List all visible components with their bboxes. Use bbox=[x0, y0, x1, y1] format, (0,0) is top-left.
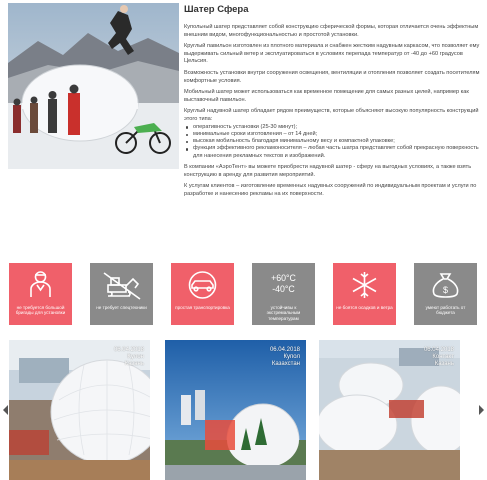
paragraph: Круглый павильон изготовлен из плотного материала и снабжен жестким надувным каркасом, что позволяет ему выдерживать сильный ветер и эксплуатироваться в условиях перепада температур от -40 до +60 градусов Цельсия. bbox=[184, 43, 480, 65]
gallery-carousel bbox=[0, 340, 487, 480]
slide-caption: 06.04.2018 Контакт Казань bbox=[423, 347, 454, 367]
feature-tile bbox=[9, 263, 72, 325]
feature-label: не требует спецтехники bbox=[96, 305, 147, 310]
money-bag-icon bbox=[414, 269, 477, 301]
gallery-slide[interactable] bbox=[319, 340, 460, 480]
svg-text:$: $ bbox=[442, 285, 449, 295]
feature-label: не боятся осадков и ветра bbox=[336, 305, 393, 310]
paragraph: В компании «АэроТент» вы можете приобрести надувной шатер - сферу на выгодных условиях, а также взять конструкцию в аренду для развития мероприятий. bbox=[184, 164, 472, 178]
features-row bbox=[9, 263, 479, 325]
excavator-crossed-icon bbox=[90, 269, 153, 301]
snowflake-icon bbox=[333, 269, 396, 301]
list-item: оперативность установки (25-30 минут); bbox=[184, 124, 480, 131]
feature-label: не требуется большой бригады для установки bbox=[15, 305, 66, 316]
gallery-slide[interactable] bbox=[9, 340, 150, 480]
feature-tile bbox=[252, 263, 315, 325]
paragraph: Круглый надувной шатер обладает рядом преимуществ, которые объясняют высокую популярность конструкций этого типа: bbox=[184, 108, 479, 122]
list-item: минимальные сроки изготовления – от 14 дней; bbox=[184, 131, 480, 138]
paragraph: Мобильный шатер может использоваться как временное помещение для самых разных целей, например как выставочный павильон. bbox=[184, 89, 469, 103]
car-icon bbox=[171, 269, 234, 301]
paragraph: Возможность установки внутри сооружения освещения, вентиляции и отопления позволяет создать посетителям комфортные условия. bbox=[184, 69, 480, 84]
hero-photo bbox=[8, 3, 179, 169]
feature-label: умеют работать от бюджета bbox=[425, 305, 466, 316]
paragraph: Купольный шатер представляет собой конструкцию сферической формы, которая отличается очень эффектным внешним видом, многофункциональностью и простотой установки. bbox=[184, 24, 479, 38]
worker-icon bbox=[9, 269, 72, 301]
feature-tile bbox=[90, 263, 153, 325]
slide-caption: 06.04.2018 Кулон Казань bbox=[113, 347, 144, 367]
list-item: функция эффективного рекламоносителя – любая часть шатра представляет собой прекрасную поверхность для нанесения рекламных текстов и изображений. bbox=[184, 145, 480, 160]
feature-tile bbox=[414, 263, 477, 325]
prev-arrow-icon[interactable] bbox=[2, 403, 9, 415]
page-title: Шатер Сфера bbox=[184, 4, 249, 15]
temp-low: -40°C bbox=[272, 283, 295, 294]
feature-tile bbox=[171, 263, 234, 325]
next-arrow-icon[interactable] bbox=[478, 403, 485, 415]
slide-caption: 06.04.2018 Купол Казахстан bbox=[269, 347, 300, 367]
feature-label: устойчивы к экстремальным температурам bbox=[266, 305, 301, 321]
feature-tile bbox=[333, 263, 396, 325]
list-item: высокая мобильность благодаря минимальному весу и компактной упаковке; bbox=[184, 138, 480, 145]
paragraph: К услугам клиентов – изготовление временных надувных сооружений по индивидуальным проектам и услуги по разработке и нанесению рекламы на их поверхности. bbox=[184, 183, 477, 197]
gallery-slide[interactable] bbox=[165, 340, 306, 480]
thermometer-icon bbox=[252, 269, 315, 301]
feature-label: простая транспортировка bbox=[175, 305, 230, 310]
temp-high: +60°C bbox=[271, 273, 296, 283]
article bbox=[184, 0, 480, 202]
advantages-list bbox=[184, 124, 480, 160]
